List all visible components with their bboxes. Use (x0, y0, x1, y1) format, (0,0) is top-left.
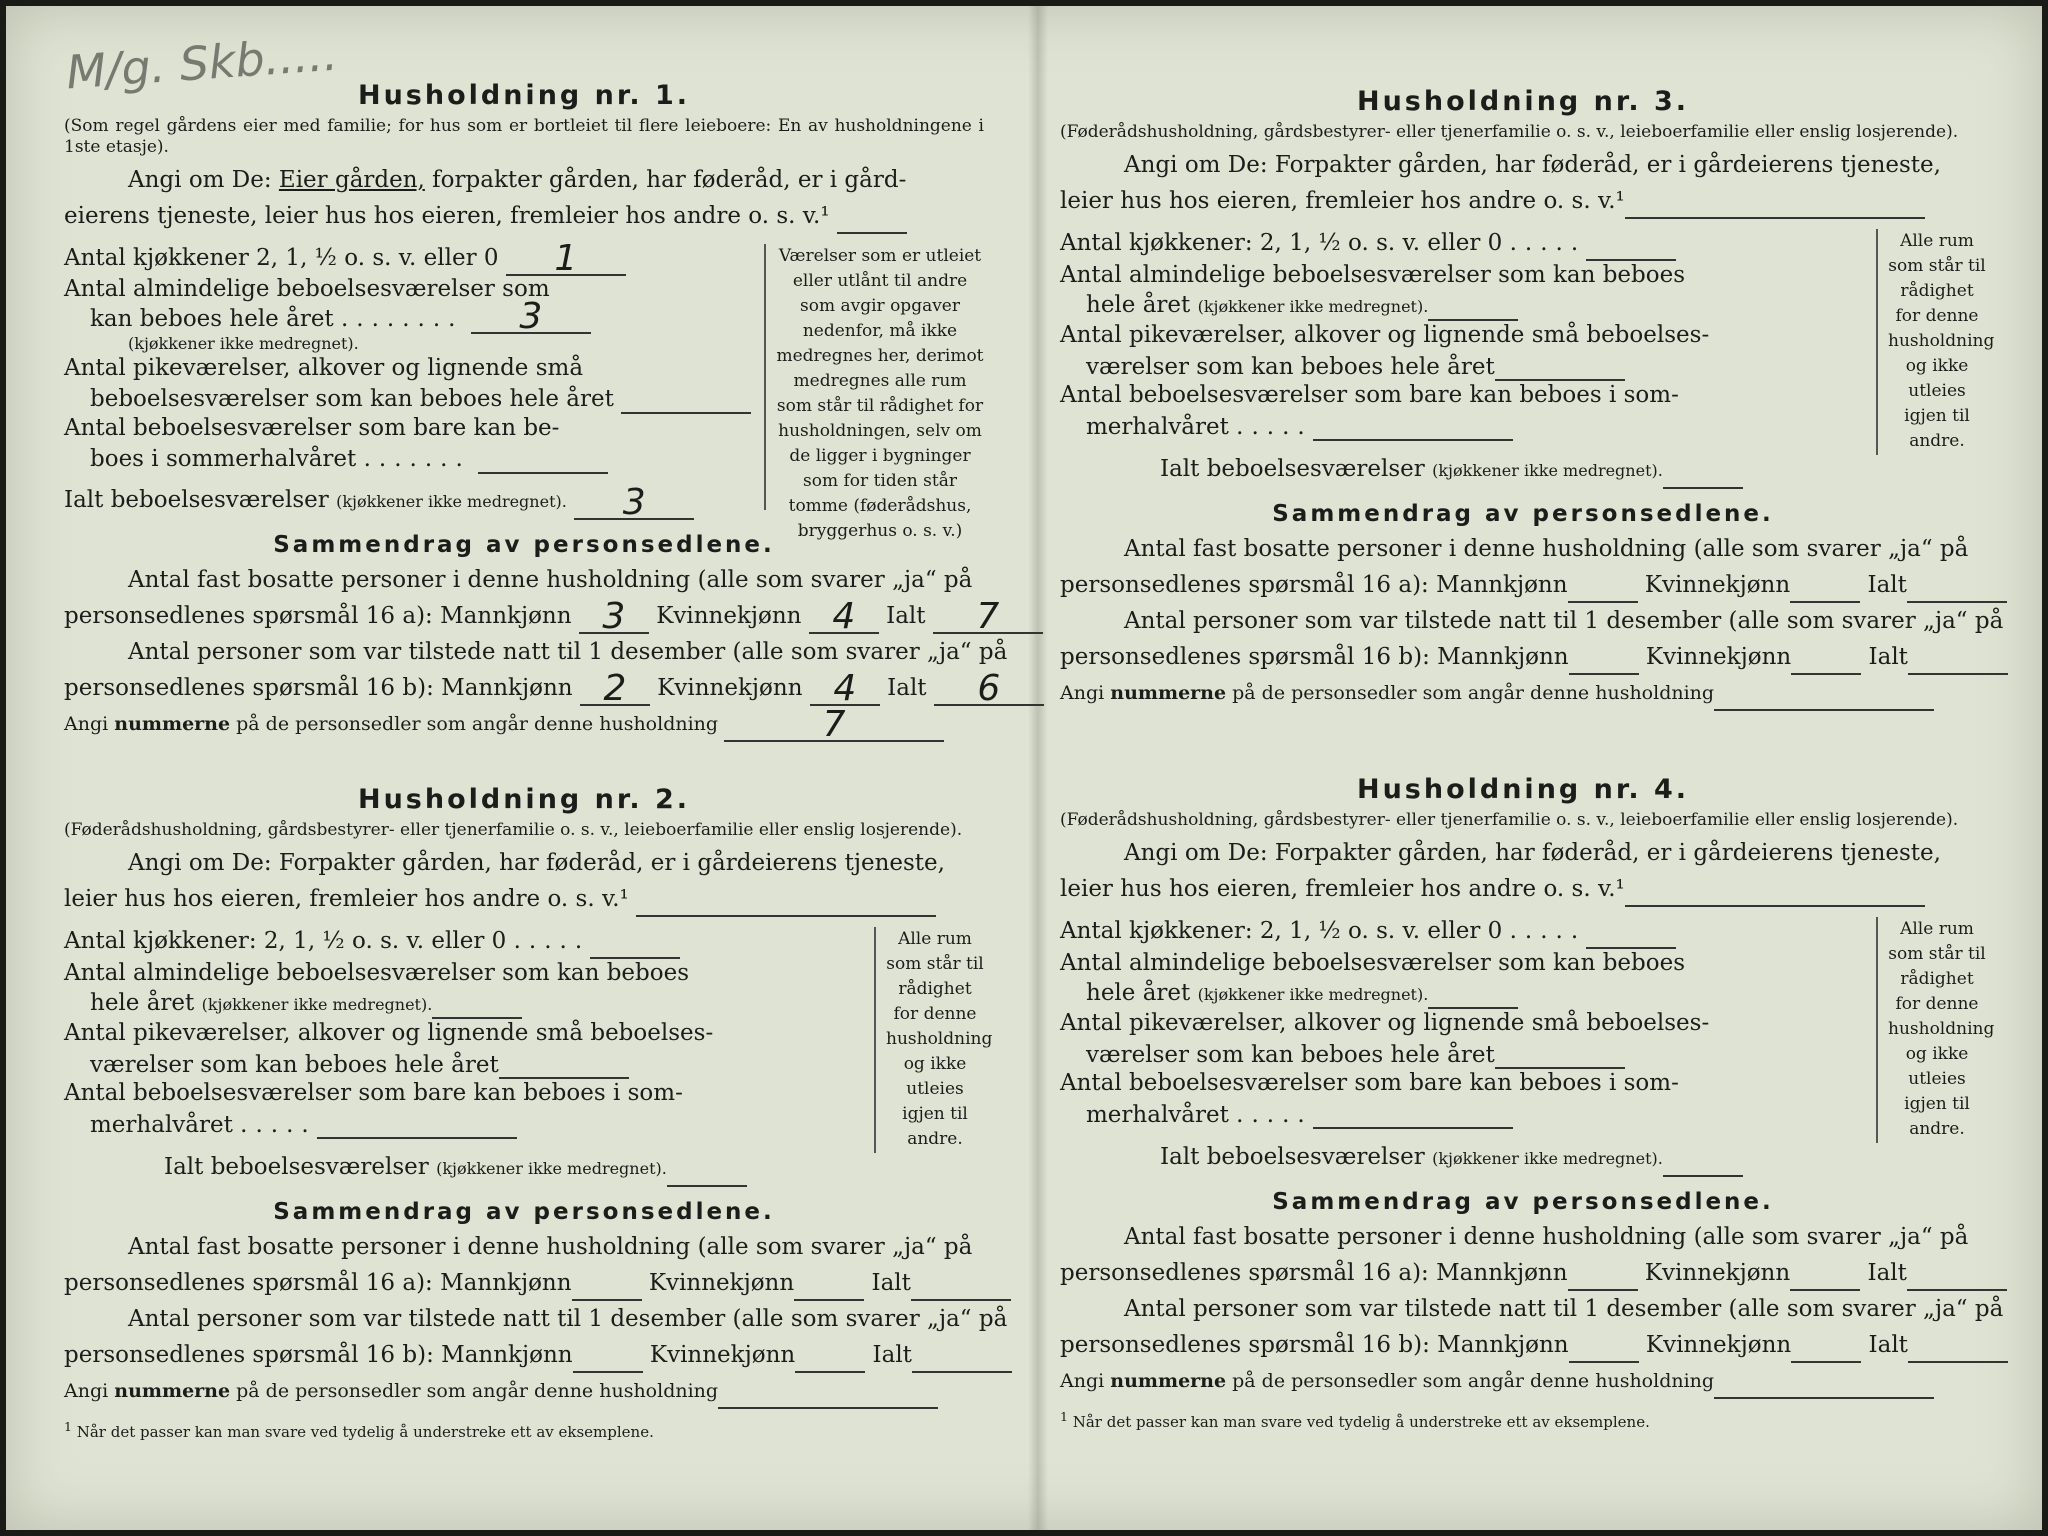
left-column (64, 6, 1008, 1530)
total-rooms-value[interactable] (667, 1155, 747, 1187)
right-column (1060, 6, 2004, 1530)
resident-total-value[interactable]: 7 (933, 602, 1043, 634)
present-row: personsedlenes spørsmål 16 b): Mannkjønn 2 Kvinnekjønn 4 Ialt 6 (64, 670, 984, 706)
household-title: Husholdning nr. 4. (1356, 774, 1690, 805)
summer-rooms-row: Antal beboelsesværelser som bare kan be- (64, 415, 560, 441)
present-female-value[interactable]: 4 (810, 674, 880, 706)
census-form-sheet (6, 6, 2042, 1530)
summary-heading: Sammendrag av personsedlene. (273, 532, 775, 558)
ownership-value[interactable] (636, 885, 936, 917)
ordinary-rooms-value[interactable]: 3 (471, 302, 591, 334)
maid-rooms-row: Antal pikeværelser, alkover og lignende små (64, 355, 584, 381)
household-note: (Føderådshusholdning, gårdsbestyrer- eller tjenerfamilie o. s. v., leieboerfamilie eller enslig losjerende). (64, 820, 963, 840)
rooms-section: Antal kjøkkener: 2, 1, ½ o. s. v. eller 0 ..... Antal almindelige beboelsesværelser som kan beboes hele året (kjøkkener ikke medregnet). Antal pikeværelser, alkover og lignende små beboelses- værelser som kan beboes hele året Antal beboelsesværelser som bare kan beboes i som- merhalvåret ..... Ialt beboelsesværelser (kjøkkener ikke medregnet). Alle rum som står til rådighet for denne husholdning og ikke utleies igjen til andre. (1060, 913, 1986, 1177)
household-note: (Føderådshusholdning, gårdsbestyrer- eller tjenerfamilie o. s. v., leieboerfamilie eller enslig losjerende). (1060, 810, 1959, 830)
kitchens-row: Antal kjøkkener 2, 1, ½ o. s. v. eller 0 1 (64, 240, 724, 276)
side-note: Værelser som er utleiet eller utlånt til andre som avgir opgaver nedenfor, må ikke medregnes her, derimot medregnes alle rum som står til rådighet for husholdningen, selv om de ligger i bygninger som for tiden står tomme (føderådshus, bryggerhus o. s. v.) (764, 244, 984, 510)
resident-female-value[interactable]: 4 (809, 602, 879, 634)
resident-row: personsedlenes spørsmål 16 a): Mannkjønn 3 Kvinnekjønn 4 Ialt 7 (64, 598, 984, 634)
rooms-section: Antal kjøkkener 2, 1, ½ o. s. v. eller 0 1 Antal almindelige beboelsesværelser som kan beboes hele året ........ 3 (kjøkkener ikke medregnet). Antal pikeværelser, alkover og lignende små beboelsesværelser som kan beboes hele året Antal beboelsesværelser som bare kan be- boes i sommerhalvåret ....... Ialt beboelsesværelser (kjøkkener ikke medregnet). 3 Værelser som er utleiet eller utlånt til andre som avgir opgaver nedenfor, må ikke medregnes her, derimot medregnes alle rum som står til rådighet for husholdningen, selv om de ligger i bygninger som for tiden står tomme (føderådshus, bryggerhus o. s. v.) (64, 238, 984, 541)
present-male-value[interactable]: 2 (580, 674, 650, 706)
rooms-section: Antal kjøkkener: 2, 1, ½ o. s. v. eller 0 ..... Antal almindelige beboelsesværelser som kan beboes hele året (kjøkkener ikke medregnet). Antal pikeværelser, alkover og lignende små beboelses- værelser som kan beboes hele året Antal beboelsesværelser som bare kan beboes i som- merhalvåret ..... Ialt beboelsesværelser (kjøkkener ikke medregnet). Alle rum som står til rådighet for denne husholdning og ikke utleies igjen til andre. (64, 923, 984, 1187)
household-title: Husholdning nr. 3. (1356, 86, 1690, 117)
total-rooms-value[interactable]: 3 (574, 488, 694, 520)
total-rooms-row: Ialt beboelsesværelser (kjøkkener ikke medregnet). 3 (64, 482, 724, 520)
ownership-value[interactable] (1625, 187, 1925, 219)
household-title: Husholdning nr. 1. (357, 80, 691, 111)
ownership-line-2: eierens tjeneste, leier hus hos eieren, fremleier hos andre o. s. v.¹ (64, 198, 984, 234)
household-title: Husholdning nr. 2. (357, 784, 691, 815)
household-note: (Som regel gårdens eier med familie; for hus som er bortleiet til flere leieboere: En av husholdningene i 1ste etasje). (64, 116, 984, 157)
side-note: Alle rum som står til rådighet for denne husholdning og ikke utleies igjen til andre. (874, 927, 984, 1153)
household-4: Husholdning nr. 4. (Føderådshusholdning, gårdsbestyrer- eller tjenerfamilie o. s. v., leieboerfamilie eller enslig losjerende). Angi om De: Forpakter gården, har føderåd, er i gårdeierens tjeneste, leier hus hos eieren, fremleier hos andre o. s. v.¹ Antal kjøkkener: 2, 1, ½ o. s. v. eller 0 ..... Antal almindelige beboelsesværelser som kan beboes hele året (kjøkkener ikke medregnet). Antal pikeværelser, alkover og lignende små beboelses- værelser som kan beboes hele året Antal beboelsesværelser som bare kan beboes i som- merhalvåret ..... Ialt beboelsesværelser (kjøkkener ikke medregnet). Alle rum som står til rådighet for denne husholdning og ikke utleies igjen til andre. Sammendrag av personsedlene. Antal fast bosatte personer i denne husholdning (alle som svarer „ja“ på personsedlenes spørsmål 16 a): Mannkjønn Kvinnekjønn Ialt Antal personer som var tilstede natt til 1 desember (alle som svarer „ja“ på personsedlenes spørsmål 16 b): Mannkjønn Kvinnekjønn Ialt Angi nummerne på de personsedler som angår denne husholdning $^1$ Når det passer kan man svare ved tydelig å understreke ett av eksemplene. (1060, 772, 1986, 1431)
household-2: Husholdning nr. 2. (Føderådshusholdning, gårdsbestyrer- eller tjenerfamilie o. s. v., leieboerfamilie eller enslig losjerende). Angi om De: Forpakter gården, har føderåd, er i gårdeierens tjeneste, leier hus hos eieren, fremleier hos andre o. s. v.¹ Antal kjøkkener: 2, 1, ½ o. s. v. eller 0 ..... Antal almindelige beboelsesværelser som kan beboes hele året (kjøkkener ikke medregnet). Antal pikeværelser, alkover og lignende små beboelses- værelser som kan beboes hele året Antal beboelsesværelser som bare kan beboes i som- merhalvåret ..... Ialt beboelsesværelser (kjøkkener ikke medregnet). Alle rum som står til rådighet for denne husholdning og ikke utleies igjen til andre. Sammendrag av personsedlene. Antal fast bosatte personer i denne husholdning (alle som svarer „ja“ på personsedlenes spørsmål 16 a): Mannkjønn Kvinnekjønn Ialt Antal personer som var tilstede natt til 1 desember (alle som svarer „ja“ på personsedlenes spørsmål 16 b): Mannkjønn Kvinnekjønn Ialt Angi nummerne på de personsedler som angår denne husholdning $^1$ Når det passer kan man svare ved tydelig å understreke ett av eksemplene. (64, 782, 984, 1441)
owner-option-underlined: Eier gården, (278, 167, 425, 193)
maid-rooms-value[interactable] (499, 1047, 629, 1079)
summer-rooms-value[interactable] (317, 1107, 517, 1139)
ordinary-rooms-row: Antal almindelige beboelsesværelser som (64, 276, 550, 302)
numbers-value[interactable]: 7 (724, 710, 944, 742)
kitchens-value[interactable]: 1 (506, 244, 626, 276)
household-note: (Føderådshusholdning, gårdsbestyrer- eller tjenerfamilie o. s. v., leieboerfamilie eller enslig losjerende). (1060, 122, 1959, 142)
household-1: Husholdning nr. 1. (Som regel gårdens eier med familie; for hus som er bortleiet til flere leieboere: En av husholdningene i 1ste etasje). Angi om De: Eier gården, forpakter gården, har føderåd, er i gård- eierens tjeneste, leier hus hos eieren, fremleier hos andre o. s. v.¹ Antal kjøkkener 2, 1, ½ o. s. v. eller 0 1 Antal almindelige beboelsesværelser som kan beboes hele året ........ 3 (kjøkkener ikke medregnet). Antal pikeværelser, alkover og lignende små beboelsesværelser som kan beboes hele året Antal beboelsesværelser som bare kan be- boes i sommerhalvåret ....... Ialt beboelsesværelser (kjøkkener ikke medregnet). 3 Værelser som er utleiet eller utlånt til andre som avgir opgaver nedenfor, må ikke medregnes her, derimot medregnes alle rum som står til rådighet for husholdningen, selv om de ligger i bygninger som for tiden står tomme (føderådshus, bryggerhus o. s. v.) Sammendrag av personsedlene. Antal fast bosatte personer i denne husholdning (alle som svarer „ja“ på personsedlenes spørsmål 16 a): Mannkjønn 3 Kvinnekjønn 4 Ialt 7 Antal personer som var tilstede natt til 1 desember (alle som svarer „ja“ på personsedlenes spørsmål 16 b): Mannkjønn 2 Kvinnekjønn 4 Ialt 6 Angi nummerne på de personsedler som angår denne husholdning 7 (64, 78, 984, 742)
summer-rooms-value[interactable] (478, 442, 608, 474)
handwritten-note: M/g. Skb..... (64, 26, 340, 100)
rooms-section: Antal kjøkkener: 2, 1, ½ o. s. v. eller 0 ..... Antal almindelige beboelsesværelser som kan beboes hele året (kjøkkener ikke medregnet). Antal pikeværelser, alkover og lignende små beboelses- værelser som kan beboes hele året Antal beboelsesværelser som bare kan beboes i som- merhalvåret ..... Ialt beboelsesværelser (kjøkkener ikke medregnet). Alle rum som står til rådighet for denne husholdning og ikke utleies igjen til andre. (1060, 225, 1986, 489)
page-fold (1028, 6, 1048, 1530)
ownership-value[interactable] (1625, 875, 1925, 907)
ordinary-rooms-value[interactable] (432, 987, 522, 1019)
ownership-line-1: Angi om De: Eier gården, forpakter gården, har føderåd, er i gård- (128, 167, 907, 193)
footnote: $^1$ Når det passer kan man svare ved tydelig å understreke ett av eksemplene. (1060, 1409, 1650, 1431)
footnote: $^1$ Når det passer kan man svare ved tydelig å understreke ett av eksemplene. (64, 1419, 654, 1441)
side-note: Alle rum som står til rådighet for denne husholdning og ikke utleies igjen til andre. (1876, 229, 1986, 455)
side-note: Alle rum som står til rådighet for denne husholdning og ikke utleies igjen til andre. (1876, 917, 1986, 1143)
present-total-value[interactable]: 6 (934, 674, 1044, 706)
maid-rooms-value[interactable] (621, 382, 751, 414)
household-3: Husholdning nr. 3. (Føderådshusholdning, gårdsbestyrer- eller tjenerfamilie o. s. v., leieboerfamilie eller enslig losjerende). Angi om De: Forpakter gården, har føderåd, er i gårdeierens tjeneste, leier hus hos eieren, fremleier hos andre o. s. v.¹ Antal kjøkkener: 2, 1, ½ o. s. v. eller 0 ..... Antal almindelige beboelsesværelser som kan beboes hele året (kjøkkener ikke medregnet). Antal pikeværelser, alkover og lignende små beboelses- værelser som kan beboes hele året Antal beboelsesværelser som bare kan beboes i som- merhalvåret ..... Ialt beboelsesværelser (kjøkkener ikke medregnet). Alle rum som står til rådighet for denne husholdning og ikke utleies igjen til andre. Sammendrag av personsedlene. Antal fast bosatte personer i denne husholdning (alle som svarer „ja“ på personsedlenes spørsmål 16 a): Mannkjønn Kvinnekjønn Ialt Antal personer som var tilstede natt til 1 desember (alle som svarer „ja“ på personsedlenes spørsmål 16 b): Mannkjønn Kvinnekjønn Ialt Angi nummerne på de personsedler som angår denne husholdning (1060, 84, 1986, 711)
numbers-row: Angi nummerne på de personsedler som angår denne husholdning 7 (64, 706, 984, 742)
resident-male-value[interactable]: 3 (579, 602, 649, 634)
kitchens-value[interactable] (590, 927, 680, 959)
